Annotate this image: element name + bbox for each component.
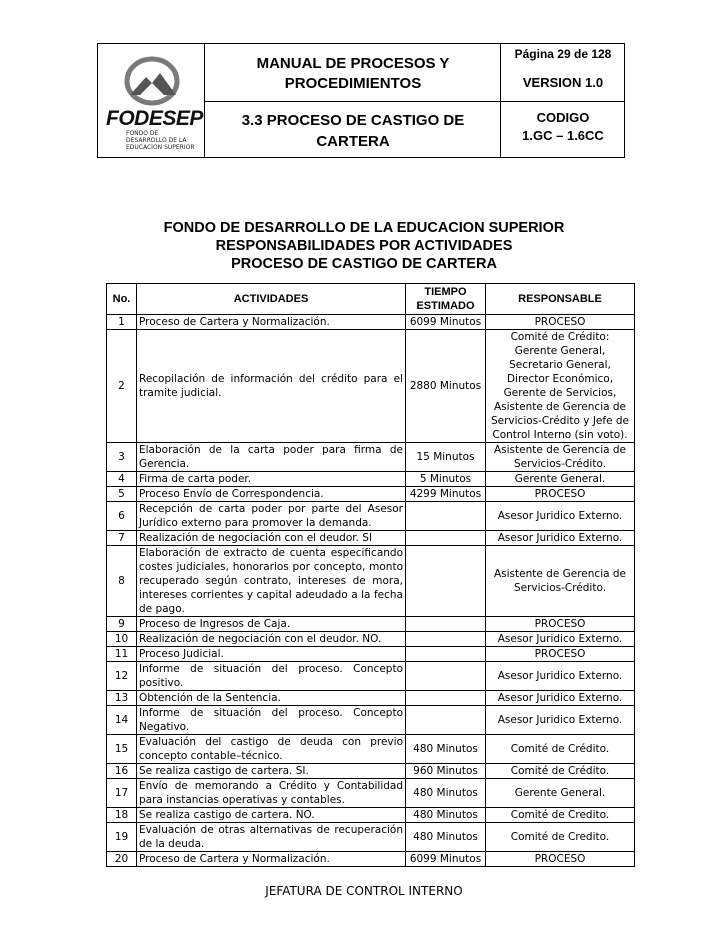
row-activity: Evaluación de otras alternativas de recuperación de la deuda. — [137, 823, 406, 852]
process-title: 3.3 PROCESO DE CASTIGO DE CARTERA — [241, 112, 465, 150]
logo-subtext: FONDO DE DESARROLLO DE LA EDUCACION SUPERIOR — [126, 130, 195, 151]
row-time — [406, 691, 486, 706]
row-activity: Se realiza castigo de cartera. NO. — [137, 808, 406, 823]
row-time — [406, 617, 486, 632]
row-activity: Elaboración de extracto de cuenta especificando costes judiciales, honorarios por concepto, monto recuperado según contrato, intereses de mora, intereses corrientes y capital adeudado a la fecha de pago. — [137, 546, 406, 617]
row-number: 8 — [107, 546, 137, 617]
row-number: 1 — [107, 315, 137, 330]
header-no: No. — [107, 284, 137, 315]
row-responsible: PROCESO — [486, 852, 635, 867]
footer-text: JEFATURA DE CONTROL INTERNO — [265, 884, 463, 898]
row-time: 480 Minutos — [406, 779, 486, 808]
table-header-row — [107, 284, 635, 315]
row-activity: Se realiza castigo de cartera. SI. — [137, 764, 406, 779]
header-responsible: RESPONSABLE — [486, 284, 635, 315]
responsibilities-title: RESPONSABILIDADES POR ACTIVIDADES — [215, 238, 513, 254]
row-activity: Firma de carta poder. — [137, 472, 406, 487]
page-number: Página 29 de 128 — [514, 47, 612, 61]
row-number: 4 — [107, 472, 137, 487]
table-body — [107, 315, 635, 867]
table-row — [107, 617, 635, 632]
row-responsible: Comité de Crédito. — [486, 735, 635, 764]
row-number: 18 — [107, 808, 137, 823]
row-time — [406, 546, 486, 617]
table-row — [107, 764, 635, 779]
logo-brand-text: FODESEP — [106, 107, 203, 130]
table-row — [107, 779, 635, 808]
row-time: 6099 Minutos — [406, 852, 486, 867]
row-number: 13 — [107, 691, 137, 706]
row-responsible: Asesor Juridico Externo. — [486, 706, 635, 735]
fodesep-logo — [100, 47, 204, 155]
row-time — [406, 531, 486, 546]
header-time: TIEMPO ESTIMADO — [406, 284, 486, 315]
row-time — [406, 632, 486, 647]
table-row — [107, 315, 635, 330]
row-responsible: PROCESO — [486, 647, 635, 662]
table-row — [107, 330, 635, 443]
row-number: 11 — [107, 647, 137, 662]
row-time — [406, 706, 486, 735]
row-responsible: Asesor Juridico Externo. — [486, 502, 635, 531]
row-number: 5 — [107, 487, 137, 502]
table-row — [107, 852, 635, 867]
row-responsible: PROCESO — [486, 617, 635, 632]
table-row — [107, 472, 635, 487]
org-title: FONDO DE DESARROLLO DE LA EDUCACION SUPERIOR — [163, 220, 565, 236]
table-row — [107, 823, 635, 852]
row-number: 17 — [107, 779, 137, 808]
process-subtitle: PROCESO DE CASTIGO DE CARTERA — [231, 256, 497, 272]
table-row — [107, 487, 635, 502]
row-number: 6 — [107, 502, 137, 531]
row-responsible: Comité de Crédito: Gerente General, Secretario General, Director Económico, Gerente de Servicios, Asistente de Gerencia de Servicios-Crédito y Jefe de Control Interno (sin voto). — [486, 330, 635, 443]
row-responsible: PROCESO — [486, 315, 635, 330]
row-time — [406, 662, 486, 691]
header-activities: ACTIVIDADES — [137, 284, 406, 315]
table-row — [107, 662, 635, 691]
row-number: 12 — [107, 662, 137, 691]
row-responsible: PROCESO — [486, 487, 635, 502]
row-responsible: Gerente General. — [486, 779, 635, 808]
row-responsible: Comité de Credito. — [486, 808, 635, 823]
row-activity: Proceso de Cartera y Normalización. — [137, 315, 406, 330]
row-activity: Informe de situación del proceso. Concepto Negativo. — [137, 706, 406, 735]
manual-title: MANUAL DE PROCESOS Y PROCEDIMIENTOS — [256, 55, 450, 92]
row-activity: Envío de memorando a Crédito y Contabilidad para instancias operativas y contables. — [137, 779, 406, 808]
row-responsible: Asesor Juridico Externo. — [486, 632, 635, 647]
row-responsible: Asistente de Gerencia de Servicios-Crédito. — [486, 443, 635, 472]
row-responsible: Asesor Juridico Externo. — [486, 531, 635, 546]
row-activity: Informe de situación del proceso. Concepto positivo. — [137, 662, 406, 691]
table-row — [107, 735, 635, 764]
document-header — [97, 43, 625, 158]
row-time: 480 Minutos — [406, 735, 486, 764]
row-activity: Evaluación del castigo de deuda con previo concepto contable–técnico. — [137, 735, 406, 764]
row-time: 480 Minutos — [406, 808, 486, 823]
row-activity: Proceso Envío de Correspondencia. — [137, 487, 406, 502]
row-number: 15 — [107, 735, 137, 764]
row-activity: Proceso de Cartera y Normalización. — [137, 852, 406, 867]
version-label: VERSION 1.0 — [522, 74, 604, 90]
row-activity: Elaboración de la carta poder para firma de Gerencia. — [137, 443, 406, 472]
code-value: 1.GC – 1.6CC — [522, 127, 604, 143]
logo-emblem-icon — [100, 47, 204, 107]
table-row — [107, 632, 635, 647]
row-time: 2880 Minutos — [406, 330, 486, 443]
row-number: 14 — [107, 706, 137, 735]
row-number: 2 — [107, 330, 137, 443]
row-responsible: Asistente de Gerencia de Servicios-Crédito. — [486, 546, 635, 617]
row-activity: Recepción de carta poder por parte del Asesor Jurídico externo para promover la demanda. — [137, 502, 406, 531]
row-time: 4299 Minutos — [406, 487, 486, 502]
table-row — [107, 531, 635, 546]
row-number: 10 — [107, 632, 137, 647]
row-activity: Proceso de Ingresos de Caja. — [137, 617, 406, 632]
row-time: 960 Minutos — [406, 764, 486, 779]
row-responsible: Asesor Juridico Externo. — [486, 691, 635, 706]
row-activity: Proceso Judicial. — [137, 647, 406, 662]
row-number: 7 — [107, 531, 137, 546]
row-activity: Obtención de la Sentencia. — [137, 691, 406, 706]
row-activity: Realización de negociación con el deudor. SI — [137, 531, 406, 546]
table-row — [107, 502, 635, 531]
row-activity: Realización de negociación con el deudor. NO. — [137, 632, 406, 647]
row-responsible: Comité de Crédito. — [486, 764, 635, 779]
row-time: 5 Minutos — [406, 472, 486, 487]
row-time — [406, 502, 486, 531]
row-responsible: Comité de Credito. — [486, 823, 635, 852]
row-time: 15 Minutos — [406, 443, 486, 472]
row-responsible: Asesor Juridico Externo. — [486, 662, 635, 691]
row-activity: Recopilación de información del crédito para el tramite judicial. — [137, 330, 406, 443]
row-time — [406, 647, 486, 662]
row-responsible: Gerente General. — [486, 472, 635, 487]
row-number: 16 — [107, 764, 137, 779]
row-time: 480 Minutos — [406, 823, 486, 852]
table-row — [107, 691, 635, 706]
row-number: 19 — [107, 823, 137, 852]
table-row — [107, 647, 635, 662]
table-row — [107, 546, 635, 617]
code-label: CODIGO — [536, 109, 590, 125]
table-row — [107, 443, 635, 472]
activities-table — [106, 283, 635, 867]
table-row — [107, 706, 635, 735]
row-time: 6099 Minutos — [406, 315, 486, 330]
row-number: 3 — [107, 443, 137, 472]
table-row — [107, 808, 635, 823]
row-number: 20 — [107, 852, 137, 867]
row-number: 9 — [107, 617, 137, 632]
